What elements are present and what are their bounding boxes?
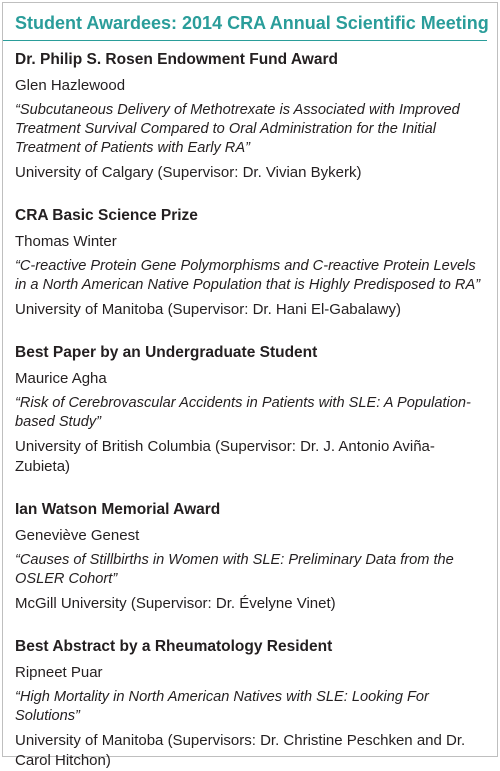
- paper-title: “Subcutaneous Delivery of Methotrexate is Associated with Improved Treatment Survival Compared to Oral Administration for the Initial Treatment of Patients with Early RA”: [15, 102, 460, 156]
- award-name: Ian Watson Memorial Award: [15, 501, 221, 518]
- affiliation: University of Manitoba (Supervisor: Dr. Hani El-Gabalawy): [15, 301, 401, 318]
- award-name: Dr. Philip S. Rosen Endowment Fund Award: [15, 51, 338, 68]
- recipient-name: Ripneet Puar: [15, 664, 103, 681]
- paper-title: “Risk of Cerebrovascular Accidents in Patients with SLE: A Population-based Study”: [15, 395, 471, 430]
- affiliation: University of Calgary (Supervisor: Dr. Vivian Bykerk): [15, 164, 362, 181]
- page-title: Student Awardees: 2014 CRA Annual Scientific Meeting: [3, 3, 487, 41]
- award-entry: [15, 205, 489, 320]
- award-entry: [15, 49, 489, 183]
- award-entry: [15, 499, 489, 614]
- affiliation: University of Manitoba (Supervisors: Dr. Christine Peschken and Dr. Carol Hitchon): [15, 732, 466, 769]
- paper-title: “Causes of Stillbirths in Women with SLE: Preliminary Data from the OSLER Cohort”: [15, 552, 454, 587]
- affiliation: McGill University (Supervisor: Dr. Évelyne Vinet): [15, 595, 336, 612]
- recipient-name: Glen Hazlewood: [15, 77, 126, 94]
- recipient-name: Geneviève Genest: [15, 527, 140, 544]
- award-entry: [15, 636, 489, 771]
- paper-title: “C-reactive Protein Gene Polymorphisms and C-reactive Protein Levels in a North American Native Population that is Highly Predisposed to RA”: [15, 258, 481, 293]
- recipient-name: Maurice Agha: [15, 370, 107, 387]
- award-entry: [15, 342, 489, 477]
- paper-title: “High Mortality in North American Natives with SLE: Looking For Solutions”: [15, 689, 429, 724]
- awardees-panel: [2, 2, 498, 769]
- award-name: CRA Basic Science Prize: [15, 207, 198, 224]
- recipient-name: Thomas Winter: [15, 233, 117, 250]
- award-name: Best Paper by an Undergraduate Student: [15, 344, 318, 361]
- affiliation: University of British Columbia (Supervisor: Dr. J. Antonio Aviña-Zubieta): [15, 438, 435, 475]
- awards-list: [3, 41, 497, 771]
- award-name: Best Abstract by a Rheumatology Resident: [15, 638, 333, 655]
